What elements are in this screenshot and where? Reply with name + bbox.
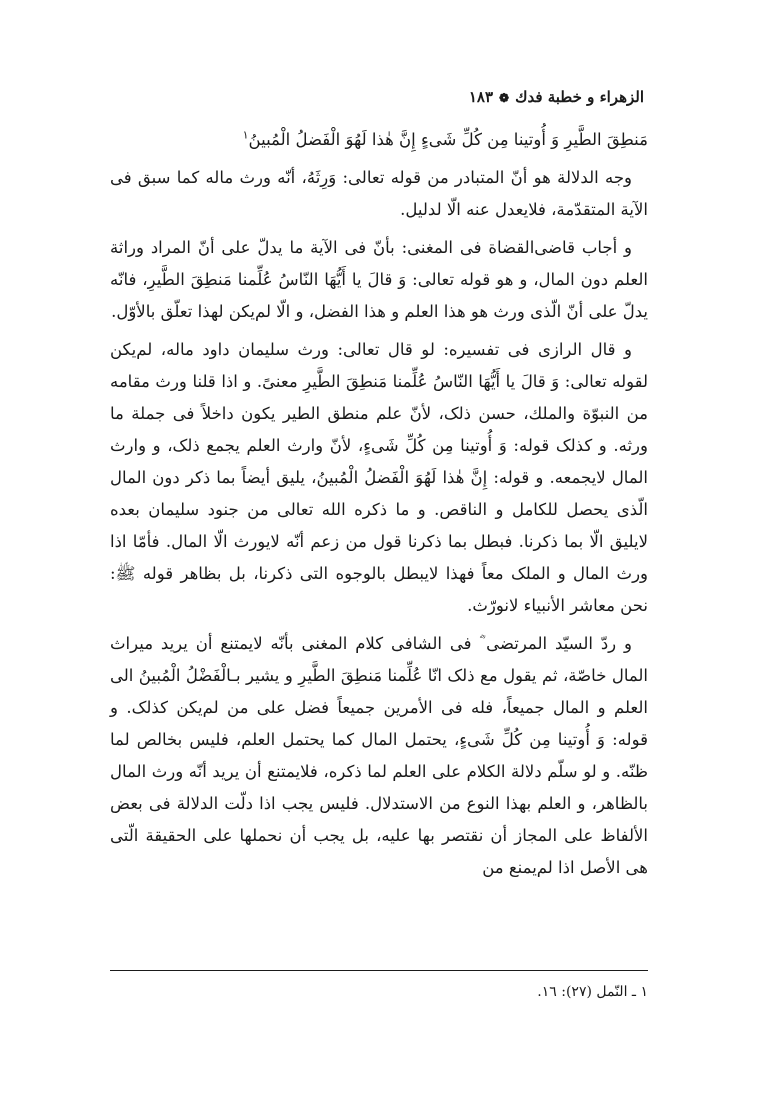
footnote-marker: ١ [242, 128, 249, 142]
flower-ornament-icon: ❁ [499, 91, 510, 105]
book-title: الزهراء و خطبة فدك [515, 88, 644, 106]
paragraph: و أجاب قاضى‌القضاة فى المغنى: بأنّ فى الآية ما يدلّ على أنّ المراد وراثة العلم دون المال، و هو قوله تعالى: وَ قالَ يا أَيُّهَا النّاسُ عُلِّمنا مَنطِقَ الطَّيرِ، فانّه يدلّ على أنّ الّذى ورث هو هذا العلم و هذا الفضل، و الّا لم‌يكن لهذا تعلّق بالأوّل. [110, 238, 648, 321]
quran-verse-fragment: مَنطِقَ الطَّيرِ وَ أُوتينا مِن كُلِّ شَىءٍ إِنَّ هٰذا لَهُوَ الْفَضلُ الْمُبينُ [248, 130, 648, 149]
paragraph: و قال الرازى فى تفسيره: لو قال تعالى: ورث سليمان داود ماله، لم‌يكن لقوله تعالى: وَ قالَ يا أَيُّهَا النّاسُ عُلِّمنا مَنطِقَ الطَّيرِ معنىً. و اذا قلنا ورث مقامه من النبوّة والملك، حسن ذلک، لأنّ علم منطق الطير يكون داخلاً فى جملة ما ورثه. و كذلک قوله: وَ أُوتينا مِن كُلِّ شَىءٍ، لأنّ وارث العلم يجمع ذلک، و وارث المال لايجمعه. و قوله: إِنَّ هٰذا لَهُوَ الْفَضلُ الْمُبينُ، يليق أيضاً بما ذكر دون المال الّذى يحصل للكامل و الناقص. و ما ذكره الله تعالى من جنود سليمان بعده لايليق الّا بما ذكرنا. فبطل بما ذكرنا قول من زعم أنّه لايورث الّا المال. فأمّا اذا ورث المال و الملک معاً فهذا لايبطل بالوجوه التى ذكرنا، بل بظاهر قوله ﷺ: نحن معاشر الأنبياء لانورّث. [110, 340, 648, 615]
paragraph: و ردّ السيّد المرتضى ؓ فى الشافى كلام المغنى بأنّه لايمتنع أن يريد ميراث المال خاصّة، ثم يقول مع ذلک انّا عُلِّمنا مَنطِقَ الطَّيرِ و يشير بـالْفَضْلُ الْمُبينُ الى العلم و المال جميعاً، فله فى الأمرين جميعاً فضل على من لم‌يكن كذلک. و قوله: وَ أُوتينا مِن كُلِّ شَىءٍ، يحتمل المال كما يحتمل العلم، فليس بخالص لما ظنّه. و لو سلّم دلالة الكلام على العلم لما ذكره، فلايمتنع أن يريد أنّه ورث المال بالظاهر، و العلم بهذا النوع من الاستدلال. فليس يجب اذا دلّت الدلالة فى بعض الألفاظ على المجاز أن نقتصر بها عليه، بل يجب أن نحملها على الحقيقة الّتى هى الأصل اذا لم‌يمنع من [110, 634, 649, 877]
main-text [110, 124, 648, 890]
footnote-divider [110, 970, 648, 971]
running-header [469, 88, 644, 106]
paragraph [110, 124, 648, 156]
page-number: ١٨٣ [468, 88, 494, 106]
footnote: ١ ـ النّمل (٢٧): ١٦. [537, 984, 648, 1000]
paragraph: وجه الدلالة هو أنّ المتبادر من قوله تعالى: وَرِثَهُ، أنّه ورث ماله كما سبق فى الآية المتقدّمة، فلايعدل عنه الّا لدليل. [110, 168, 648, 219]
